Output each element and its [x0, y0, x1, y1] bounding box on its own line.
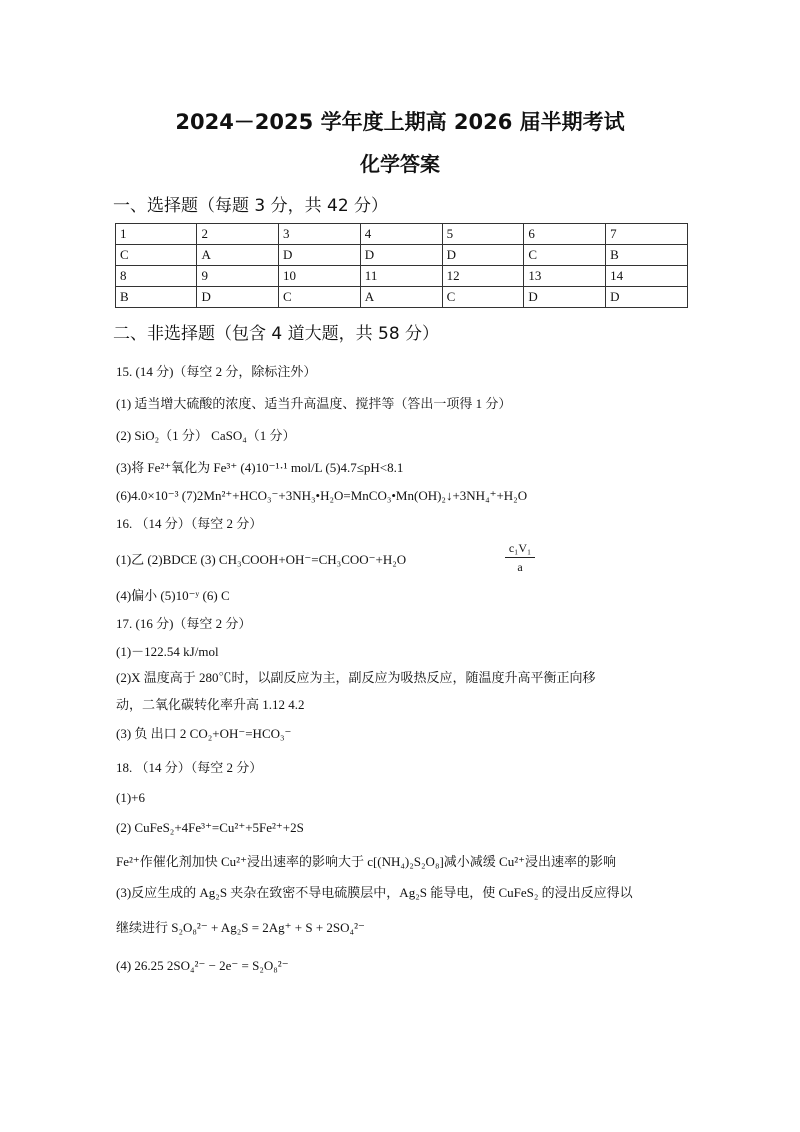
q16-fraction	[505, 541, 535, 575]
table-cell: D	[279, 245, 361, 266]
q18-answer-line-1: (1)+6	[116, 790, 145, 805]
table-cell: D	[442, 245, 524, 266]
table-cell: 10	[279, 266, 361, 287]
table-cell: 5	[442, 224, 524, 245]
q16-answer-line-2: (4)偏小 (5)10⁻ʸ (6) C	[116, 588, 230, 603]
exam-title: 2024－2025 学年度上期高 2026 届半期考试	[175, 110, 625, 134]
q18-answer-line-3: Fe²⁺作催化剂加快 Cu²⁺浸出速率的影响大于 c[(NH₄)₂S₂O₈]减小减缓 Cu²⁺浸出速率的影响	[116, 854, 616, 869]
fraction-denominator: a	[517, 560, 523, 574]
table-cell: 2	[197, 224, 279, 245]
q16-answer-line-1: (1)乙 (2)BDCE (3) CH₃COOH+OH⁻=CH₃COO⁻+H₂O	[116, 552, 407, 567]
table-cell: D	[197, 287, 279, 308]
table-row	[116, 245, 688, 266]
table-cell: C	[116, 245, 197, 266]
q18-header: 18. （14 分）（每空 2 分）	[116, 760, 263, 775]
table-cell: B	[116, 287, 197, 308]
table-cell: 13	[524, 266, 606, 287]
q17-answer-line-1: (1)－122.54 kJ/mol	[116, 644, 219, 659]
table-cell: A	[197, 245, 279, 266]
answer-key-title: 化学答案	[360, 152, 440, 176]
table-cell: 11	[360, 266, 442, 287]
q15-answer-line-1: (1) 适当增大硫酸的浓度、适当升高温度、搅拌等（答出一项得 1 分）	[116, 396, 512, 411]
table-cell: 4	[360, 224, 442, 245]
table-cell: 1	[116, 224, 197, 245]
q17-header: 17. (16 分)（每空 2 分）	[116, 616, 252, 631]
q15-answer-line-3: (3)将 Fe²⁺氧化为 Fe³⁺ (4)10⁻¹·¹ mol/L (5)4.7≤pH<8.1	[116, 460, 404, 475]
q17-answer-line-2: (2)X 温度高于 280℃时，以副反应为主，副反应为吸热反应，随温度升高平衡正向移	[116, 670, 596, 685]
q18-answer-line-6: (4) 26.25 2SO₄²⁻ − 2e⁻ = S₂O₈²⁻	[116, 958, 289, 973]
table-cell: 7	[606, 224, 688, 245]
q15-answer-line-4: (6)4.0×10⁻³ (7)2Mn²⁺+HCO₃⁻+3NH₃•H₂O=MnCO₃•Mn(OH)₂↓+3NH₄⁺+H₂O	[116, 488, 528, 503]
table-cell: 9	[197, 266, 279, 287]
table-cell: D	[360, 245, 442, 266]
table-cell: 3	[279, 224, 361, 245]
section-2-heading: 二、非选择题（包含 4 道大题，共 58 分）	[113, 324, 440, 344]
q15-header: 15. (14 分)（每空 2 分，除标注外）	[116, 364, 317, 379]
q16-header: 16. （14 分）（每空 2 分）	[116, 516, 263, 531]
q17-answer-line-4: (3) 负 出口 2 CO₂+OH⁻=HCO₃⁻	[116, 726, 292, 741]
table-cell: C	[279, 287, 361, 308]
table-cell: D	[524, 287, 606, 308]
q18-answer-line-2: (2) CuFeS₂+4Fe³⁺=Cu²⁺+5Fe²⁺+2S	[116, 820, 304, 835]
table-cell: 8	[116, 266, 197, 287]
q15-answer-line-2: (2) SiO₂（1 分） CaSO₄（1 分）	[116, 428, 296, 443]
table-cell: A	[360, 287, 442, 308]
table-cell: C	[524, 245, 606, 266]
table-cell: D	[606, 287, 688, 308]
table-cell: B	[606, 245, 688, 266]
section-1-heading: 一、选择题（每题 3 分，共 42 分）	[113, 196, 389, 216]
multiple-choice-answer-table	[115, 223, 688, 308]
q18-answer-line-5: 继续进行 S₂O₈²⁻ + Ag₂S = 2Ag⁺ + S + 2SO₄²⁻	[116, 920, 365, 935]
table-row	[116, 266, 688, 287]
table-cell: C	[442, 287, 524, 308]
fraction-numerator: c₁V₁	[505, 541, 535, 558]
table-row	[116, 224, 688, 245]
q17-answer-line-3: 动，二氧化碳转化率升高 1.12 4.2	[116, 697, 305, 712]
q18-answer-line-4: (3)反应生成的 Ag₂S 夹杂在致密不导电硫膜层中，Ag₂S 能导电，使 CuFeS₂ 的浸出反应得以	[116, 885, 633, 900]
table-row	[116, 287, 688, 308]
table-cell: 6	[524, 224, 606, 245]
table-cell: 12	[442, 266, 524, 287]
table-cell: 14	[606, 266, 688, 287]
